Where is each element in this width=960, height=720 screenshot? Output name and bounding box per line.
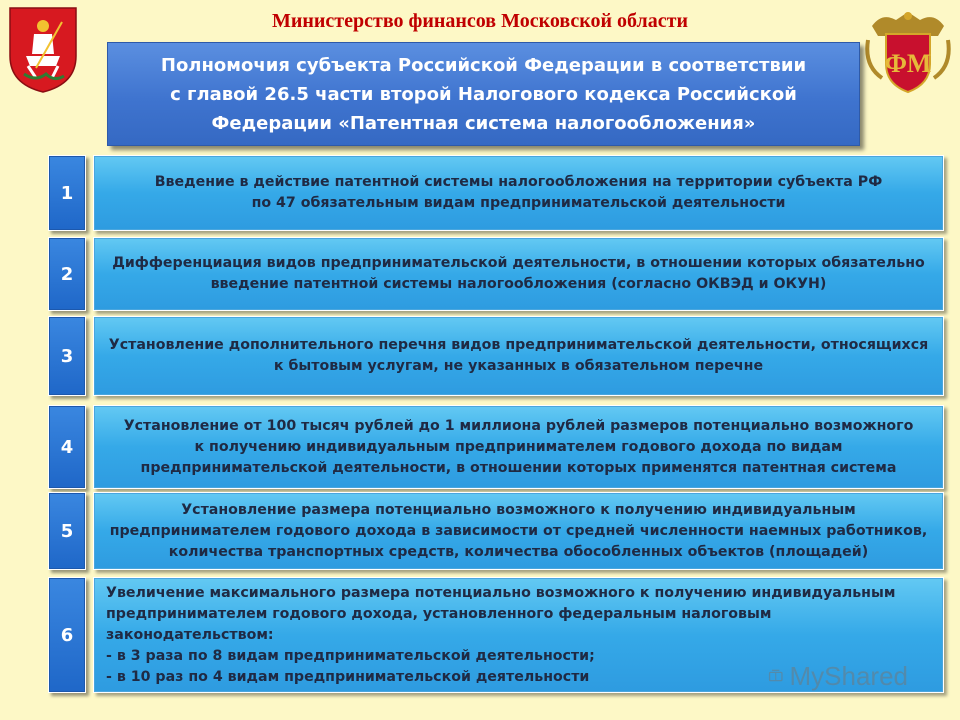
item-line: Установление дополнительного перечня видов предпринимательской деятельности, относящихся: [108, 337, 929, 353]
item-box-1: [93, 155, 944, 231]
item-box-3: [93, 316, 944, 396]
item-line: Введение в действие патентной системы налогообложения на территории субъекта РФ: [154, 174, 883, 190]
svg-text:ФМ: ФМ: [884, 49, 932, 78]
header-box: [107, 42, 860, 146]
item-line: законодательством:: [106, 626, 274, 643]
item-line: по 47 обязательным видам предпринимательской деятельности: [251, 195, 786, 211]
item-line: Установление размера потенциально возможного к получению индивидуальным: [181, 501, 856, 518]
item-box-2: [93, 237, 944, 311]
item-number-3: 3: [48, 316, 86, 396]
ministry-of-finance-emblem-icon: [862, 6, 954, 96]
item-line: предпринимателем годового дохода, установленного федеральным налоговым: [106, 605, 772, 622]
item-line: введение патентной системы налогообложения (согласно ОКВЭД и ОКУН): [210, 276, 827, 292]
item-line: - в 3 раза по 8 видам предпринимательской деятельности;: [106, 647, 595, 664]
item-number-2: 2: [48, 237, 86, 311]
item-number-1: 1: [48, 155, 86, 231]
watermark-text: MyShared: [789, 660, 908, 691]
item-line: предпринимательской деятельности, в отношении которых применятся патентная система: [140, 459, 897, 476]
item-line: к получению индивидуальным предпринимателем годового дохода по видам: [194, 438, 843, 455]
item-line: количества транспортных средств, количества обособленных объектов (площадей): [168, 543, 869, 560]
page-title: Министерство финансов Московской области: [271, 10, 688, 32]
item-box-5: [93, 492, 944, 570]
moscow-oblast-coat-of-arms-icon: [6, 4, 80, 94]
watermark: [768, 656, 908, 696]
header-line: Федерации «Патентная система налогообложения»: [211, 112, 756, 134]
header-line: с главой 26.5 части второй Налогового кодекса Российской: [170, 83, 797, 105]
item-number-5: 5: [48, 492, 86, 570]
item-number-4: 4: [48, 405, 86, 489]
item-box-4: [93, 405, 944, 489]
item-line: к бытовым услугам, не указанных в обязательном перечне: [273, 358, 764, 374]
item-line: - в 10 раз по 4 видам предпринимательской деятельности: [106, 668, 590, 685]
item-line: Установление от 100 тысяч рублей до 1 миллиона рублей размеров потенциально возможного: [123, 417, 914, 434]
item-line: Увеличение максимального размера потенциально возможного к получению индивидуальным: [106, 584, 896, 601]
myshared-logo-icon: [768, 661, 784, 691]
item-number-6: 6: [48, 577, 86, 693]
item-line: Дифференциация видов предпринимательской деятельности, в отношении которых обязательно: [112, 255, 925, 271]
item-line: предпринимателем годового дохода в зависимости от средней численности наемных работников,: [109, 522, 928, 539]
header-line: Полномочия субъекта Российской Федерации в соответствии: [160, 54, 807, 76]
